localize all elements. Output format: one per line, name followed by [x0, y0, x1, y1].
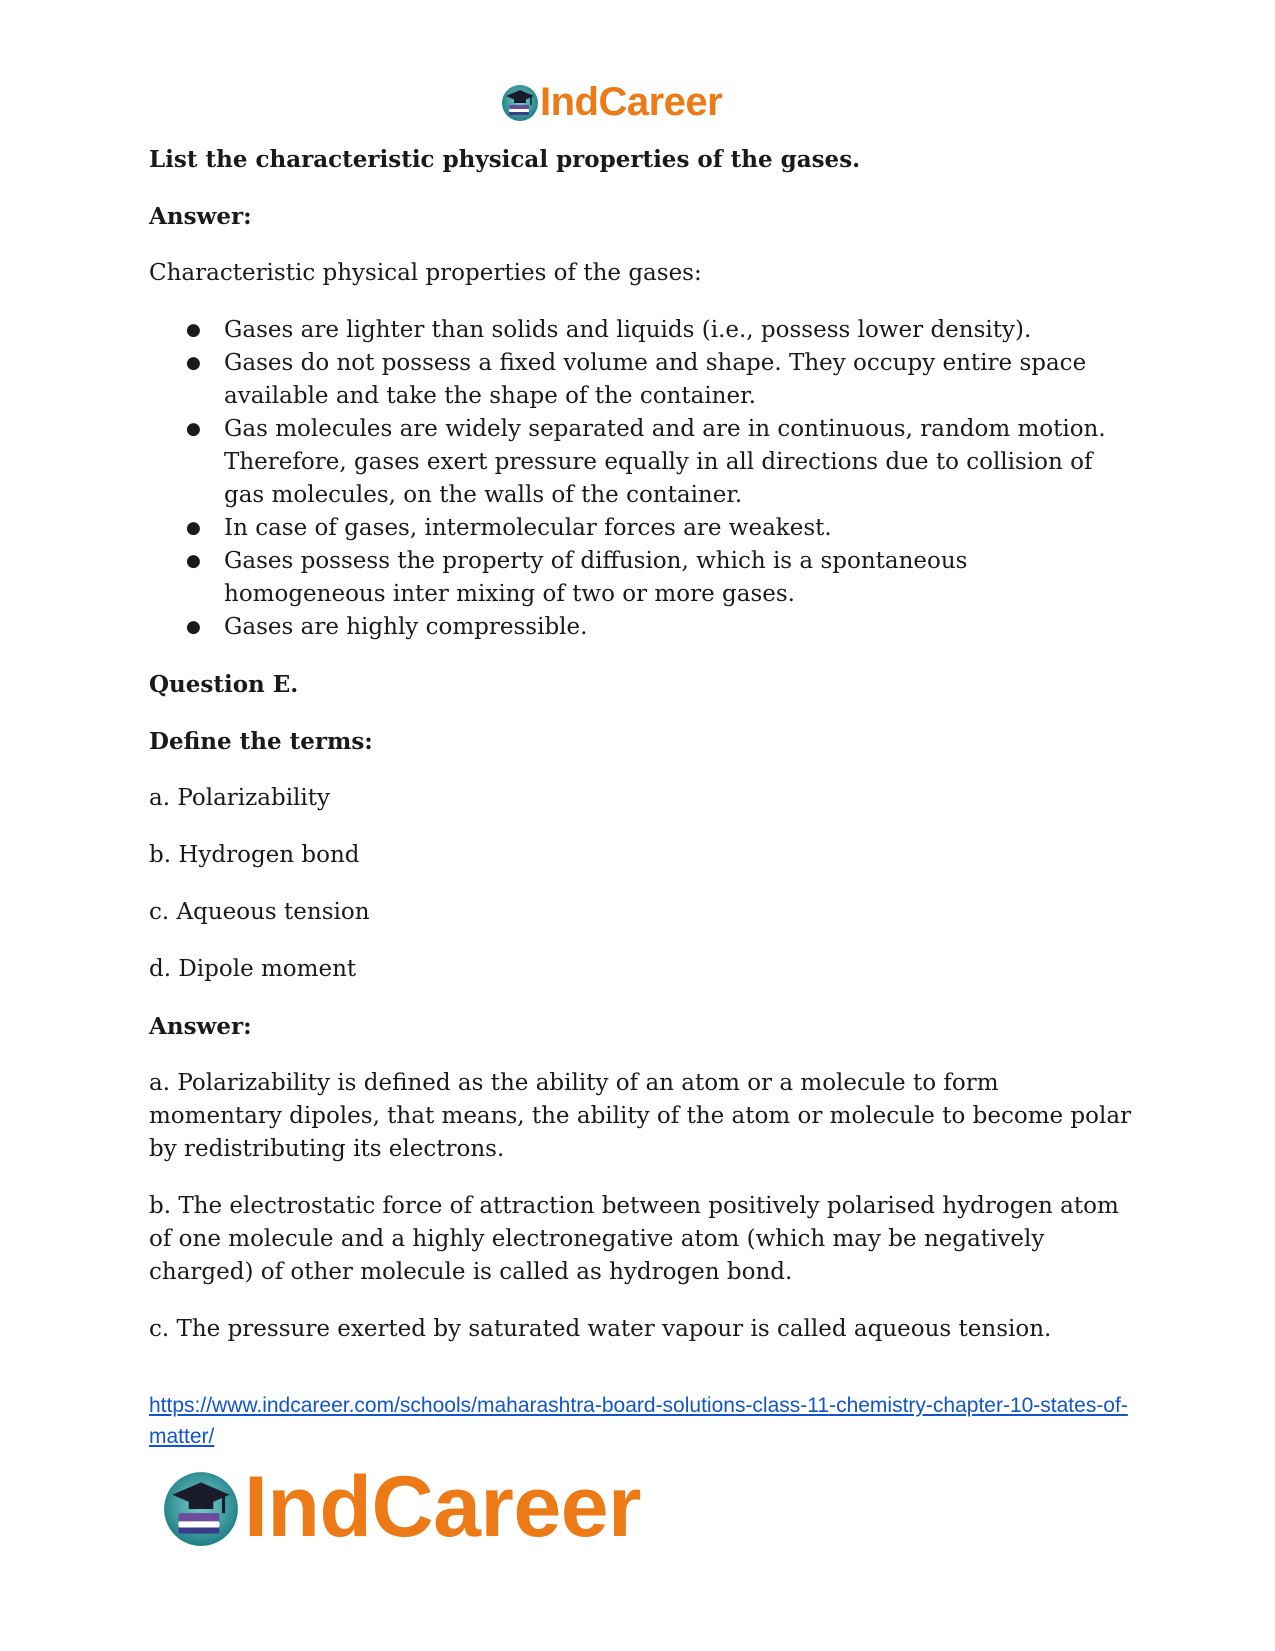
answer-paragraph: c. The pressure exerted by saturated water vapour is called aqueous tension.	[149, 1316, 1052, 1342]
question-heading: Question E.	[149, 671, 299, 698]
list-item: ● Gases are lighter than solids and liquids (i.e., possess lower density).	[224, 314, 1134, 347]
source-link[interactable]: https://www.indcareer.com/schools/maharashtra-board-solutions-class-11-chemistry-chapter-10-states-of-matter/	[149, 1394, 1128, 1448]
term-item: b. Hydrogen bond	[149, 842, 360, 868]
answer-paragraph: a. Polarizability is defined as the ability of an atom or a molecule to form momentary dipoles, that means, the ability of the atom or molecule to become polar by redistributing its electrons.	[149, 1070, 1132, 1162]
properties-list	[149, 314, 1134, 644]
graduation-cap-book-icon	[500, 82, 540, 122]
answer-label: Answer:	[149, 1013, 252, 1040]
term-item: a. Polarizability	[149, 785, 331, 811]
footer-logo	[160, 1459, 641, 1555]
term-item: c. Aqueous tension	[149, 899, 370, 925]
main-content	[149, 143, 1134, 1370]
list-item: ● In case of gases, intermolecular forces are weakest.	[224, 512, 1134, 545]
answer-paragraph: b. The electrostatic force of attraction between positively polarised hydrogen atom of one molecule and a highly electronegative atom (which may be negatively charged) of other molecule is called as hydrogen bond.	[149, 1193, 1119, 1285]
list-item: ● Gases do not possess a fixed volume and shape. They occupy entire space available and take the shape of the container.	[224, 347, 1134, 413]
header-logo-text: IndCareer	[540, 80, 723, 124]
list-item: ● Gas molecules are widely separated and are in continuous, random motion. Therefore, gases exert pressure equally in all directions due to collision of gas molecules, on the walls of the container.	[224, 413, 1134, 512]
header-logo	[500, 80, 722, 124]
term-item: d. Dipole moment	[149, 956, 357, 982]
question-title: List the characteristic physical properties of the gases.	[149, 146, 861, 173]
footer-logo-text: IndCareer	[244, 1459, 641, 1555]
list-item: ● Gases are highly compressible.	[224, 611, 1134, 644]
list-item: ● Gases possess the property of diffusion, which is a spontaneous homogeneous inter mixing of two or more gases.	[224, 545, 1134, 611]
answer-label: Answer:	[149, 203, 252, 230]
answer-intro: Characteristic physical properties of the gases:	[149, 260, 702, 286]
question-prompt: Define the terms:	[149, 728, 373, 755]
graduation-cap-book-icon	[160, 1466, 242, 1548]
